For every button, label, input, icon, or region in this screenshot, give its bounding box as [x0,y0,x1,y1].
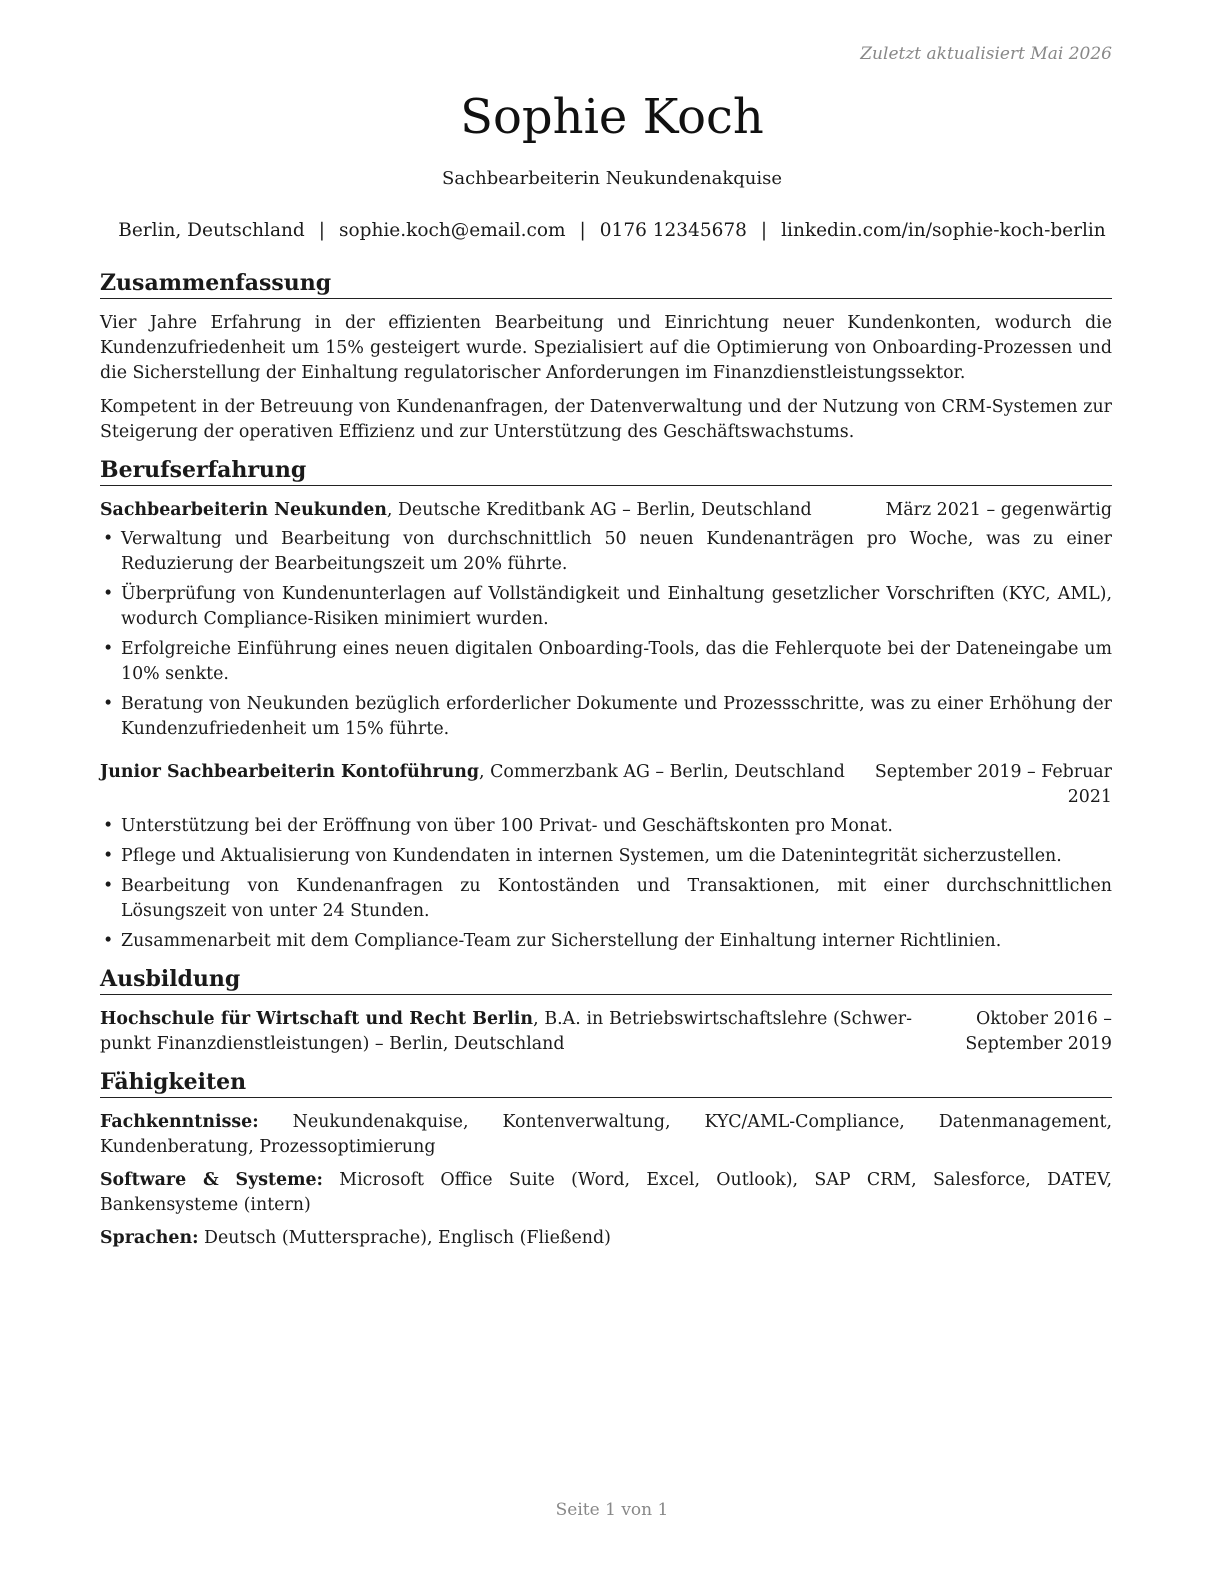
experience-section [100,455,1112,954]
section-title-experience: Berufserfahrung [100,455,1112,486]
contact-line [0,219,1224,243]
job-header [100,760,1112,810]
section-title-skills: Fähigkeiten [100,1067,1112,1098]
skill-value: Deutsch (Muttersprache), Englisch (Fließend) [198,1228,611,1248]
job-company: , Commerzbank AG – Berlin, Deutschland [479,762,845,782]
list-item: • Beratung von Neukunden bezüglich erforderlicher Dokumente und Prozessschritte, was zu einer Erhöhung der Kundenzufriedenheit um 15% führte. [100,692,1112,742]
list-item: • Unterstützung bei der Eröffnung von über 100 Privat- und Geschäftskonten pro Monat. [100,814,1112,839]
list-item: • Zusammenarbeit mit dem Compliance-Team zur Sicherstellung der Einhaltung interner Richtlinien. [100,929,1112,954]
page-number: Seite 1 von 1 [555,1500,669,1520]
contact-separator: | [760,220,768,241]
summary-section [100,268,1112,445]
job-title-line [100,498,886,523]
skill-value: Neukundenakquise, Kontenverwaltung, KYC/AML-Compliance, Datenmanagement, Kundenberatung, Prozessoptimierung [100,1112,1112,1157]
list-item: • Pflege und Aktualisierung von Kundendaten in internen Systemen, um die Datenintegrität sicherzustellen. [100,844,1112,869]
contact-separator: | [318,220,325,241]
education-degree: , B.A. in Betriebswirtschaftslehre (Schwerpunkt Finanzdienstleistungen) – Berlin, Deutschland [100,1009,912,1054]
job-dates: September 2019 – Februar 2021 [874,762,1112,807]
last-updated-note: Zuletzt aktualisiert Mai 2026 [860,44,1112,64]
education-dates: Oktober 2016 – September 2019 [965,1009,1112,1054]
skill-row [100,1110,1112,1160]
section-title-summary: Zusammenfassung [100,268,1112,299]
job-role: Junior Sachbearbeiterin Kontoführung [100,762,480,782]
skill-label: Sprachen: [100,1228,199,1248]
contact-phone: 0176 12345678 [599,220,747,241]
skills-section [100,1067,1112,1251]
list-item: • Überprüfung von Kundenunterlagen auf Vollständigkeit und Einhaltung gesetzlicher Vorschriften (KYC, AML), wodurch Compliance-Risiken minimiert wurden. [100,582,1112,632]
job-bullets [100,527,1112,742]
education-school: Hochschule für Wirtschaft und Recht Berlin [100,1009,534,1029]
education-entry [100,1007,1112,1057]
contact-separator: | [579,220,586,241]
education-section [100,964,1112,1057]
list-item: • Erfolgreiche Einführung eines neuen digitalen Onboarding-Tools, das die Fehlerquote bei der Dateneingabe um 10% senkte. [100,637,1112,687]
education-degree-line [100,1007,912,1057]
resume-content [100,268,1112,1261]
list-item: • Verwaltung und Bearbeitung von durchschnittlich 50 neuen Kundenanträgen pro Woche, was zu einer Reduzierung der Bearbeitungszeit um 20% führte. [100,527,1112,577]
candidate-name: Sophie Koch [460,89,764,145]
job-company: , Deutsche Kreditbank AG – Berlin, Deutschland [386,500,812,520]
summary-paragraph: Vier Jahre Erfahrung in der effizienten Bearbeitung und Einrichtung neuer Kundenkonten, wodurch die Kundenzufriedenheit um 15% gesteigert wurde. Spezialisiert auf die Optimierung von Onboarding-Prozessen und die Sicherstellung der Einhaltung regulatorischer Anforderungen im Finanzdienstleistungssektor. [100,313,1112,383]
skill-label: Software & Systeme: [100,1170,323,1190]
job-role: Sachbearbeiterin Neukunden [100,500,387,520]
skill-row [100,1168,1112,1218]
contact-email[interactable]: sophie.koch@email.com [339,220,566,241]
job-title-line [100,760,862,785]
candidate-headline: Sachbearbeiterin Neukundenakquise [442,168,782,189]
section-title-education: Ausbildung [100,964,1112,995]
job-header [100,498,1112,523]
contact-linkedin[interactable]: linkedin.com/in/sophie-koch-berlin [781,220,1106,241]
summary-paragraph: Kompetent in der Betreuung von Kundenanfragen, der Datenverwaltung und der Nutzung von CRM-Systemen zur Steigerung der operativen Effizienz und zur Unterstützung des Geschäftswachstums. [100,397,1112,442]
job-entry [100,498,1112,742]
list-item: • Bearbeitung von Kundenanfragen zu Kontoständen und Transaktionen, mit einer durchschnittlichen Lösungszeit von unter 24 Stunden. [100,874,1112,924]
skill-value: Microsoft Office Suite (Word, Excel, Outlook), SAP CRM, Salesforce, DATEV, Bankensysteme (intern) [100,1170,1112,1215]
skill-label: Fachkenntnisse: [100,1112,259,1132]
skill-row [100,1226,1112,1251]
job-entry [100,760,1112,954]
contact-location: Berlin, Deutschland [118,220,305,241]
job-dates: März 2021 – gegenwärtig [885,500,1112,520]
job-bullets [100,814,1112,954]
